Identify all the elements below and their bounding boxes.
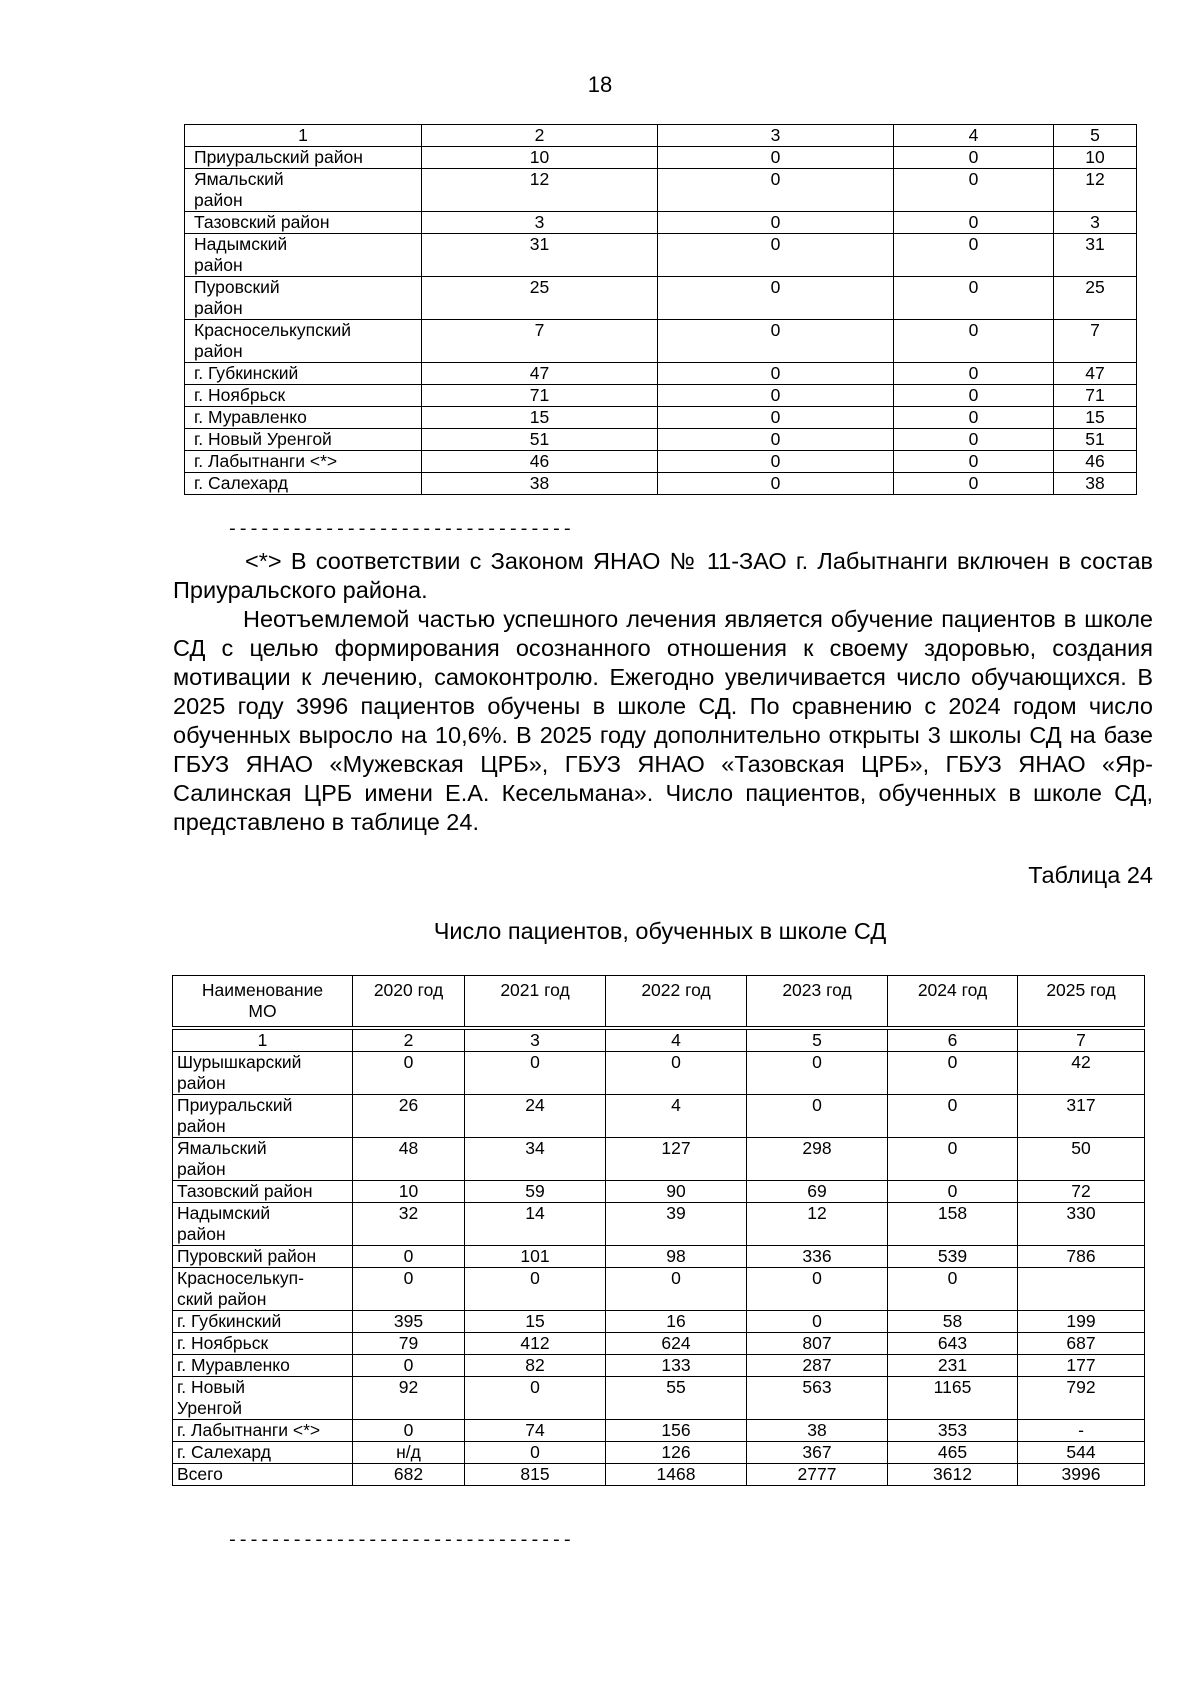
region-name-cell: Пуровский район xyxy=(185,277,422,320)
value-cell: 72 xyxy=(1018,1181,1145,1203)
value-cell: 0 xyxy=(658,385,894,407)
value-cell: 2777 xyxy=(747,1464,888,1486)
value-cell: 51 xyxy=(1054,429,1137,451)
value-cell: 0 xyxy=(894,451,1054,473)
value-cell: 0 xyxy=(894,473,1054,495)
value-cell: 133 xyxy=(606,1355,747,1377)
value-cell: 12 xyxy=(747,1203,888,1246)
value-cell: 42 xyxy=(1018,1052,1145,1095)
value-cell: 0 xyxy=(353,1420,465,1442)
column-numbers-row xyxy=(173,1030,1145,1052)
table-end-separator: -------------------------------- xyxy=(227,1531,573,1551)
value-cell: 0 xyxy=(888,1095,1018,1138)
footnote-separator: -------------------------------- xyxy=(227,520,573,540)
value-cell: 367 xyxy=(747,1442,888,1464)
region-name-cell: г. Новый Уренгой xyxy=(173,1377,353,1420)
value-cell: 38 xyxy=(747,1420,888,1442)
value-cell: 353 xyxy=(888,1420,1018,1442)
value-cell: 0 xyxy=(894,234,1054,277)
value-cell: 0 xyxy=(353,1355,465,1377)
value-cell: 0 xyxy=(747,1268,888,1311)
table-row xyxy=(185,385,1137,407)
value-cell: 59 xyxy=(465,1181,606,1203)
value-cell: 0 xyxy=(353,1246,465,1268)
table-row xyxy=(185,212,1137,234)
column-number-cell: 6 xyxy=(888,1030,1018,1052)
header-year-cell: 2021 год xyxy=(465,976,606,1027)
value-cell: 330 xyxy=(1018,1203,1145,1246)
value-cell: 31 xyxy=(1054,234,1137,277)
value-cell: 0 xyxy=(658,212,894,234)
value-cell: 317 xyxy=(1018,1095,1145,1138)
value-cell: 0 xyxy=(465,1268,606,1311)
value-cell: 0 xyxy=(894,407,1054,429)
region-name-cell: Всего xyxy=(173,1464,353,1486)
header-year-cell: 2020 год xyxy=(353,976,465,1027)
table-row xyxy=(173,1246,1145,1268)
value-cell: - xyxy=(1018,1420,1145,1442)
column-number-cell: 5 xyxy=(747,1030,888,1052)
value-cell: 1165 xyxy=(888,1377,1018,1420)
column-number-cell: 3 xyxy=(658,125,894,147)
value-cell: 51 xyxy=(422,429,658,451)
column-number-cell: 5 xyxy=(1054,125,1137,147)
value-cell: 0 xyxy=(747,1095,888,1138)
value-cell: 46 xyxy=(422,451,658,473)
column-number-cell: 1 xyxy=(173,1030,353,1052)
table-row xyxy=(185,234,1137,277)
value-cell: 0 xyxy=(894,363,1054,385)
table-title: Число пациентов, обученных в школе СД xyxy=(433,918,887,944)
value-cell: 0 xyxy=(465,1052,606,1095)
value-cell: 26 xyxy=(353,1095,465,1138)
value-cell: 25 xyxy=(422,277,658,320)
value-cell: 0 xyxy=(658,473,894,495)
value-cell: 465 xyxy=(888,1442,1018,1464)
value-cell: 0 xyxy=(747,1311,888,1333)
value-cell: 0 xyxy=(894,320,1054,363)
region-name-cell: Тазовский район xyxy=(185,212,422,234)
value-cell: 46 xyxy=(1054,451,1137,473)
value-cell: 807 xyxy=(747,1333,888,1355)
region-name-cell: г. Губкинский xyxy=(173,1311,353,1333)
value-cell: 287 xyxy=(747,1355,888,1377)
value-cell: 624 xyxy=(606,1333,747,1355)
value-cell: 7 xyxy=(422,320,658,363)
value-cell: 395 xyxy=(353,1311,465,1333)
table-row xyxy=(173,1203,1145,1246)
region-name-cell: г. Ноябрьск xyxy=(185,385,422,407)
value-cell: 50 xyxy=(1018,1138,1145,1181)
header-year-cell: 2023 год xyxy=(747,976,888,1027)
header-year-cell: 2022 год xyxy=(606,976,747,1027)
value-cell: 71 xyxy=(1054,385,1137,407)
table-number: Таблица 24 xyxy=(1028,862,1153,888)
value-cell: 39 xyxy=(606,1203,747,1246)
value-cell: 156 xyxy=(606,1420,747,1442)
value-cell: 10 xyxy=(1054,147,1137,169)
value-cell: 0 xyxy=(747,1052,888,1095)
value-cell: 98 xyxy=(606,1246,747,1268)
table-row xyxy=(173,1420,1145,1442)
value-cell: 0 xyxy=(658,147,894,169)
value-cell: 14 xyxy=(465,1203,606,1246)
value-cell: 47 xyxy=(422,363,658,385)
value-cell: 643 xyxy=(888,1333,1018,1355)
value-cell: 55 xyxy=(606,1377,747,1420)
value-cell: 47 xyxy=(1054,363,1137,385)
value-cell: 7 xyxy=(1054,320,1137,363)
value-cell: 0 xyxy=(894,385,1054,407)
table-row xyxy=(185,320,1137,363)
value-cell: 15 xyxy=(465,1311,606,1333)
value-cell: 0 xyxy=(894,212,1054,234)
value-cell: 71 xyxy=(422,385,658,407)
region-name-cell: Красноселькупский район xyxy=(185,320,422,363)
table-row xyxy=(173,1268,1145,1311)
region-name-cell: Приуральский район xyxy=(185,147,422,169)
table-row xyxy=(185,147,1137,169)
column-number-cell: 4 xyxy=(894,125,1054,147)
body-text xyxy=(173,547,1153,837)
region-name-cell: Красноселькуп- ский район xyxy=(173,1268,353,1311)
region-name-cell: г. Лабытнанги <*> xyxy=(173,1420,353,1442)
value-cell: 0 xyxy=(894,147,1054,169)
value-cell: 82 xyxy=(465,1355,606,1377)
value-cell: 786 xyxy=(1018,1246,1145,1268)
value-cell: 231 xyxy=(888,1355,1018,1377)
header-year-cell: 2025 год xyxy=(1018,976,1145,1027)
value-cell: 12 xyxy=(1054,169,1137,212)
value-cell: 815 xyxy=(465,1464,606,1486)
value-cell: 58 xyxy=(888,1311,1018,1333)
value-cell: 0 xyxy=(894,277,1054,320)
value-cell: 126 xyxy=(606,1442,747,1464)
value-cell: 544 xyxy=(1018,1442,1145,1464)
region-name-cell: г. Новый Уренгой xyxy=(185,429,422,451)
value-cell: 0 xyxy=(658,451,894,473)
value-cell: 12 xyxy=(422,169,658,212)
value-cell: 563 xyxy=(747,1377,888,1420)
value-cell: 0 xyxy=(894,429,1054,451)
value-cell: 38 xyxy=(1054,473,1137,495)
table-row xyxy=(173,1464,1145,1486)
value-cell: 298 xyxy=(747,1138,888,1181)
table-row xyxy=(185,277,1137,320)
table-header-row xyxy=(173,976,1145,1027)
value-cell: 336 xyxy=(747,1246,888,1268)
region-name-cell: Приуральский район xyxy=(173,1095,353,1138)
table-row xyxy=(173,1138,1145,1181)
value-cell: 15 xyxy=(422,407,658,429)
region-name-cell: Шурышкарский район xyxy=(173,1052,353,1095)
table-row xyxy=(185,169,1137,212)
value-cell: 0 xyxy=(353,1052,465,1095)
value-cell: 0 xyxy=(658,429,894,451)
value-cell: 0 xyxy=(658,169,894,212)
value-cell: 15 xyxy=(1054,407,1137,429)
value-cell: 101 xyxy=(465,1246,606,1268)
table-row xyxy=(185,473,1137,495)
value-cell: 0 xyxy=(658,277,894,320)
value-cell: 0 xyxy=(888,1268,1018,1311)
table-row xyxy=(173,1355,1145,1377)
region-name-cell: г. Муравленко xyxy=(173,1355,353,1377)
table-row xyxy=(185,407,1137,429)
value-cell: 90 xyxy=(606,1181,747,1203)
value-cell: 0 xyxy=(658,234,894,277)
region-name-cell: г. Губкинский xyxy=(185,363,422,385)
value-cell: 682 xyxy=(353,1464,465,1486)
patients-trained-table xyxy=(172,975,1145,1486)
value-cell: 79 xyxy=(353,1333,465,1355)
table-row xyxy=(173,1377,1145,1420)
page-number: 18 xyxy=(587,72,613,97)
region-name-cell: Ямальский район xyxy=(185,169,422,212)
column-number-cell: 1 xyxy=(185,125,422,147)
value-cell: 69 xyxy=(747,1181,888,1203)
value-cell: 177 xyxy=(1018,1355,1145,1377)
value-cell: 25 xyxy=(1054,277,1137,320)
value-cell: 0 xyxy=(606,1268,747,1311)
value-cell: 0 xyxy=(658,363,894,385)
region-name-cell: г. Салехард xyxy=(185,473,422,495)
value-cell: 34 xyxy=(465,1138,606,1181)
value-cell: 24 xyxy=(465,1095,606,1138)
value-cell: 3 xyxy=(422,212,658,234)
region-name-cell: Тазовский район xyxy=(173,1181,353,1203)
region-name-cell: г. Лабытнанги <*> xyxy=(185,451,422,473)
header-mo-cell: Наименование МО xyxy=(173,976,353,1027)
value-cell: 0 xyxy=(888,1138,1018,1181)
value-cell: 0 xyxy=(465,1442,606,1464)
value-cell: 38 xyxy=(422,473,658,495)
value-cell: 0 xyxy=(353,1268,465,1311)
value-cell: 10 xyxy=(353,1181,465,1203)
value-cell: 32 xyxy=(353,1203,465,1246)
value-cell: 158 xyxy=(888,1203,1018,1246)
value-cell: 3996 xyxy=(1018,1464,1145,1486)
value-cell xyxy=(1018,1268,1145,1311)
value-cell: 0 xyxy=(606,1052,747,1095)
column-number-cell: 2 xyxy=(353,1030,465,1052)
region-name-cell: Ямальский район xyxy=(173,1138,353,1181)
table-header-row xyxy=(185,125,1137,147)
region-name-cell: Пуровский район xyxy=(173,1246,353,1268)
value-cell: 16 xyxy=(606,1311,747,1333)
value-cell: 539 xyxy=(888,1246,1018,1268)
value-cell: 0 xyxy=(888,1181,1018,1203)
value-cell: н/д xyxy=(353,1442,465,1464)
table-row xyxy=(173,1052,1145,1095)
header-year-cell: 2024 год xyxy=(888,976,1018,1027)
column-number-cell: 7 xyxy=(1018,1030,1145,1052)
column-number-cell: 3 xyxy=(465,1030,606,1052)
value-cell: 412 xyxy=(465,1333,606,1355)
table-row xyxy=(173,1311,1145,1333)
column-number-cell: 2 xyxy=(422,125,658,147)
value-cell: 4 xyxy=(606,1095,747,1138)
value-cell: 3612 xyxy=(888,1464,1018,1486)
region-name-cell: г. Салехард xyxy=(173,1442,353,1464)
column-number-cell: 4 xyxy=(606,1030,747,1052)
table-row xyxy=(185,429,1137,451)
region-name-cell: Надымский район xyxy=(173,1203,353,1246)
regions-table xyxy=(184,124,1137,495)
value-cell: 3 xyxy=(1054,212,1137,234)
value-cell: 74 xyxy=(465,1420,606,1442)
table-row xyxy=(185,363,1137,385)
value-cell: 127 xyxy=(606,1138,747,1181)
region-name-cell: Надымский район xyxy=(185,234,422,277)
value-cell: 10 xyxy=(422,147,658,169)
value-cell: 0 xyxy=(888,1052,1018,1095)
table-row xyxy=(173,1333,1145,1355)
value-cell: 92 xyxy=(353,1377,465,1420)
footnote-text: <*> В соответствии с Законом ЯНАО № 11-ЗАО г. Лабытнанги включен в состав Приуральского района. xyxy=(173,548,1153,603)
table-row xyxy=(173,1442,1145,1464)
value-cell: 1468 xyxy=(606,1464,747,1486)
main-paragraph: Неотъемлемой частью успешного лечения является обучение пациентов в школе СД с целью формирования осознанного отношения к своему здоровью, создания мотивации к лечению, самоконтролю. Ежегодно увеличивается число обучающихся. В 2025 году 3996 пациентов обучены в школе СД. По сравнению с 2024 годом число обученных выросло на 10,6%. В 2025 году дополнительно открыты 3 школы СД на базе ГБУЗ ЯНАО «Мужевская ЦРБ», ГБУЗ ЯНАО «Тазовская ЦРБ», ГБУЗ ЯНАО «Яр-Салинская ЦРБ имени Е.А. Кесельмана». Число пациентов, обученных в школе СД, представлено в таблице 24. xyxy=(173,606,1153,835)
region-name-cell: г. Муравленко xyxy=(185,407,422,429)
value-cell: 48 xyxy=(353,1138,465,1181)
region-name-cell: г. Ноябрьск xyxy=(173,1333,353,1355)
table-row xyxy=(185,451,1137,473)
value-cell: 792 xyxy=(1018,1377,1145,1420)
table-row xyxy=(173,1181,1145,1203)
value-cell: 199 xyxy=(1018,1311,1145,1333)
value-cell: 0 xyxy=(894,169,1054,212)
value-cell: 31 xyxy=(422,234,658,277)
table-row xyxy=(173,1095,1145,1138)
value-cell: 0 xyxy=(658,320,894,363)
value-cell: 687 xyxy=(1018,1333,1145,1355)
value-cell: 0 xyxy=(658,407,894,429)
value-cell: 0 xyxy=(465,1377,606,1420)
